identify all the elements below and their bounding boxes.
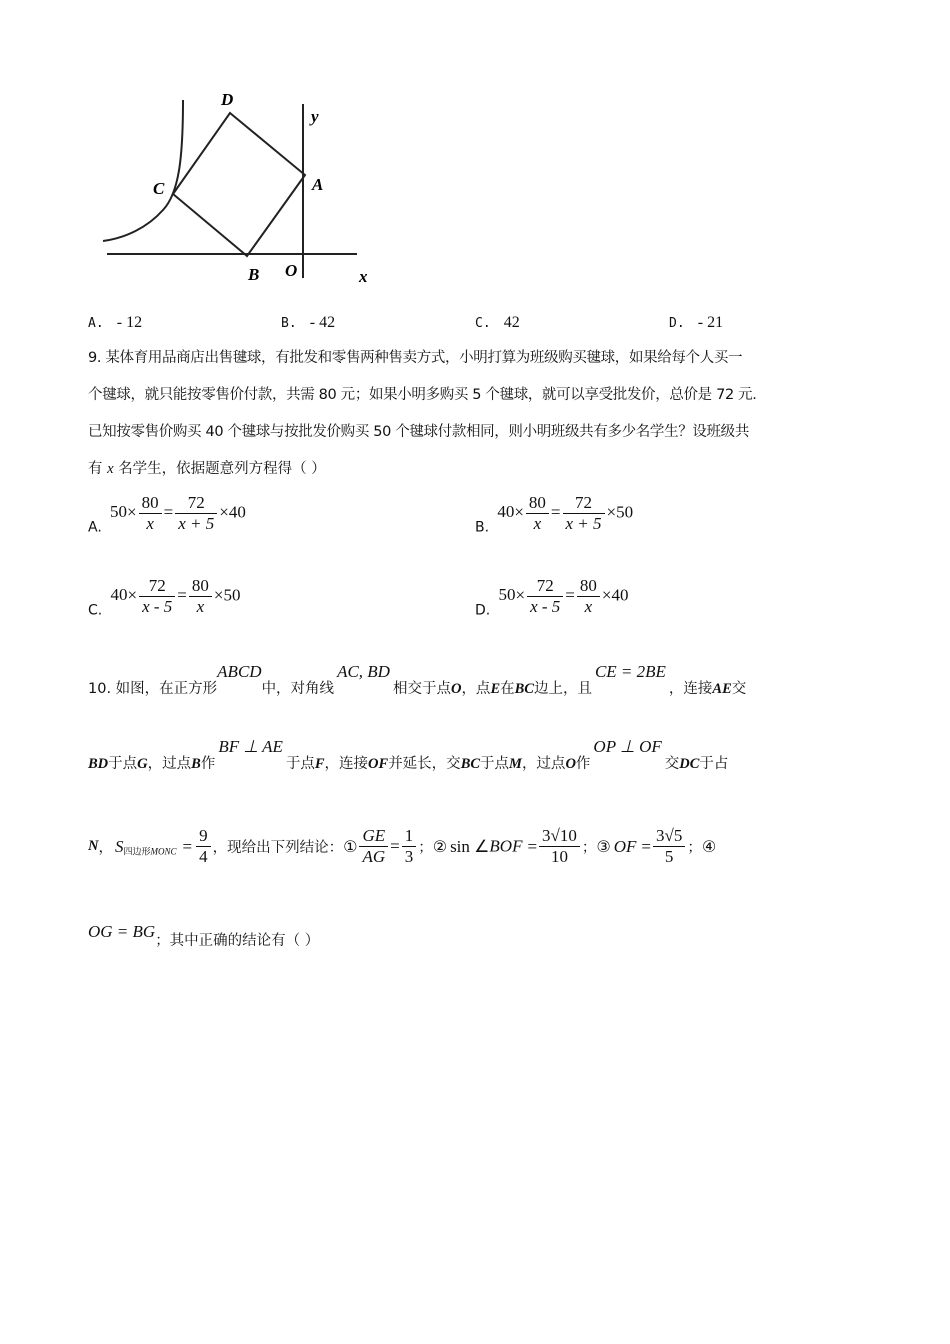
q10-l3-f5n: 3√5 <box>653 826 685 847</box>
q10-l3-c2: ② <box>432 837 448 856</box>
q10-l2-t2: ，过点 <box>147 756 192 772</box>
q9-d-n1: 72 <box>527 576 563 597</box>
q10-l3-sin: sin ∠ <box>450 836 490 856</box>
q9-d-d2: x <box>584 597 593 616</box>
q10-l3-f4d: 10 <box>550 847 568 866</box>
q9-line-2: 个毽球，就只能按零售价付款，共需 80 元；如果小明多购买 5 个毽球，就可以享受批发价，总价是 72 元. <box>88 387 757 403</box>
q9-option-b[interactable]: $_{B.}$ 40× $\frac{80}{x}$ = $\frac{72}{x + 5}$ ×50 <box>475 493 634 536</box>
label-O: O <box>285 261 298 280</box>
q9-line-4-c: 名学生，依据题意列方程得（ ） <box>113 461 326 477</box>
q9-d-c1: 50 <box>498 585 516 605</box>
q10-l2-t10: 交 <box>664 756 680 772</box>
q10-l2-dc: DC <box>679 756 700 772</box>
q10-l1-acbd: AC, BD <box>337 662 390 681</box>
q10-l3-n: N <box>88 838 99 854</box>
q10-l3-comma: ， <box>98 840 113 856</box>
q8-option-c-letter: C. <box>475 316 491 331</box>
square-abcd <box>173 113 305 256</box>
q10-l3-f5d: 5 <box>664 847 674 866</box>
q9-line-1: 9. 某体育用品商店出售毽球，有批发和零售两种售卖方式，小明打算为班级购买毽球，如果给每个人买一 <box>88 350 743 366</box>
geometry-figure <box>95 88 385 293</box>
q10-l3-c3: ③ <box>596 837 611 856</box>
q10-l2-t5: ，连接 <box>324 756 369 772</box>
q8-option-b-letter: B. <box>281 316 297 331</box>
q9-a-d2: x + 5 <box>178 514 215 533</box>
q10-l3-f2d: AG <box>362 847 386 866</box>
q10-l3-sub-zh: 四边形 <box>123 847 151 858</box>
label-B: B <box>248 265 260 284</box>
q9-a-n2: 72 <box>175 493 217 514</box>
q10-l2-op-perp: OP ⊥ OF <box>593 737 662 756</box>
q10-l2-t8: ，过点 <box>521 756 566 772</box>
q10-l3-bof: BOF <box>489 836 523 856</box>
q10-l2-o: O <box>565 756 576 772</box>
q10-l3-c1: ① <box>343 837 358 856</box>
q9-b-d2: x + 5 <box>565 514 602 533</box>
q10-l3-eq: = <box>182 836 193 856</box>
q10-l3-f1d: 4 <box>199 847 208 866</box>
q9-b-n1: 80 <box>526 493 549 514</box>
q9-option-a-letter: A. <box>88 519 102 536</box>
q9-b-n2: 72 <box>563 493 605 514</box>
label-A: A <box>312 175 324 194</box>
q9-option-a[interactable]: $_{A.}$ 50× $\frac{80}{x}$ = $\frac{72}{x + 5}$ ×40 <box>88 493 246 536</box>
q10-l3-sub-monc: MONC <box>150 846 177 857</box>
q10-l2-bf-perp: BF ⊥ AE <box>218 737 283 756</box>
hyperbola-curve <box>103 100 183 241</box>
label-C: C <box>153 179 165 198</box>
q8-option-d[interactable] <box>669 312 723 332</box>
q8-option-c-value: 42 <box>503 314 520 331</box>
q10-l3-f3d: 3 <box>404 847 414 866</box>
q9-option-b-letter: B. <box>475 519 490 536</box>
q10-l3-semi1: ； <box>418 840 433 856</box>
q10-l1-t7: ，连接 <box>668 681 713 697</box>
q9-a-c1: 50 <box>110 502 128 522</box>
q10-l1-bc: BC <box>514 681 534 697</box>
q10-l2-f: F <box>314 756 325 772</box>
q9-line-4-a: 有 <box>88 461 108 477</box>
label-D: D <box>221 90 234 109</box>
q8-option-d-value: - 21 <box>697 314 724 331</box>
q10-l1-t3: 相交于点 <box>392 681 451 697</box>
q9-c-d2: x <box>196 597 205 616</box>
q10-l2-of: OF <box>368 756 389 772</box>
q9-b-c1: 40 <box>497 502 515 522</box>
q9-option-d[interactable]: $_{D.}$ 50× $\frac{72}{x - 5}$ = $\frac{80}{x}$ ×40 <box>475 576 629 619</box>
q10-l3-f4n: 3√10 <box>539 826 580 847</box>
q9-option-d-letter: D. <box>475 602 491 619</box>
q10-l1-t4: ，点 <box>461 681 491 697</box>
q9-d-c2: 40 <box>611 585 629 605</box>
q10-l1-t5: 在 <box>500 681 515 697</box>
q10-l2-g: G <box>137 756 148 772</box>
q10-l2-t9: 作 <box>575 756 591 772</box>
q8-option-a-value: - 12 <box>116 314 143 331</box>
q8-option-a[interactable] <box>88 312 142 332</box>
q10-l1-ae: AE <box>712 681 732 697</box>
q10-l2-t1: 于点 <box>108 756 138 772</box>
q10-l1-abcd: ABCD <box>217 662 262 681</box>
q8-option-b[interactable] <box>281 312 335 332</box>
q9-c-n1: 72 <box>139 576 175 597</box>
q10-line-4 <box>88 922 319 950</box>
q9-a-c2: 40 <box>228 502 246 522</box>
q10-line-2 <box>88 737 728 771</box>
q9-b-c2: 50 <box>616 502 634 522</box>
q10-line-1 <box>88 662 746 696</box>
q10-l3-semi3: ； <box>687 840 702 856</box>
q10-l1-t8: 交 <box>731 681 747 697</box>
q9-line-4 <box>88 459 326 479</box>
q10-line-3: N， $S_{四边形MONC}$ = $\frac{9}{4}$ ，现给出下列结论：① $\frac{GE}{AG}$ = $\frac{1}{3}$ ；② sin ∠BOF = $\frac{3√10}{10}$ ；③ OF = $\frac{3√5}{5}$ ；④ <box>88 826 717 866</box>
q9-d-n2: 80 <box>577 576 600 597</box>
q10-l2-t6: 并延长，交 <box>388 756 461 772</box>
label-x: x <box>359 267 368 286</box>
q10-l3-f2n: GE <box>359 826 388 847</box>
q10-l1-ce-eq: CE = 2BE <box>594 662 666 681</box>
q10-l1-e: E <box>490 681 501 697</box>
q10-l2-bc: BC <box>460 756 481 772</box>
q9-a-n1: 80 <box>139 493 162 514</box>
q10-l2-t4: 于点 <box>285 756 315 772</box>
q10-l1-t2: 中，对角线 <box>261 681 335 697</box>
q9-b-d1: x <box>533 514 542 533</box>
q9-c-d1: x - 5 <box>142 597 173 616</box>
q10-l4-og-bg: OG = BG <box>88 922 156 941</box>
q9-option-c[interactable]: $_{C.}$ 40× $\frac{72}{x - 5}$ = $\frac{80}{x}$ ×50 <box>88 576 241 619</box>
q8-option-d-letter: D. <box>669 316 685 331</box>
q9-c-n2: 80 <box>189 576 212 597</box>
q10-l2-t11: 于占 <box>699 756 729 772</box>
q8-option-c[interactable] <box>475 312 520 332</box>
label-y: y <box>311 107 319 126</box>
q9-a-d1: x <box>146 514 154 533</box>
q10-l1-t6: 边上，且 <box>533 681 592 697</box>
q9-option-c-letter: C. <box>88 602 103 619</box>
q9-d-d1: x - 5 <box>530 597 561 616</box>
q10-l2-b: B <box>191 756 201 772</box>
q9-line-3: 已知按零售价购买 40 个毽球与按批发价购买 50 个毽球付款相同，则小明班级共有多少名学生？设班级共 <box>88 424 749 440</box>
q10-l3-semi2: ； <box>581 840 597 856</box>
q8-option-a-letter: A. <box>88 316 104 331</box>
q10-l3-of: OF <box>613 836 637 856</box>
q9-line-4-x: x <box>107 461 114 477</box>
q9-c-c2: 50 <box>223 585 241 605</box>
q8-option-b-value: - 42 <box>309 314 336 331</box>
q10-l2-bd: BD <box>88 756 109 772</box>
q10-l3-c4: ④ <box>701 837 717 856</box>
q9-c-c1: 40 <box>110 585 128 605</box>
q10-l3-t1: ，现给出下列结论： <box>212 840 344 856</box>
q10-l1-o: O <box>450 681 462 697</box>
q10-l3-f1n: 9 <box>196 826 211 847</box>
q10-l4-t1: ；其中正确的结论有（ ） <box>155 933 320 949</box>
q10-l3-s: S <box>114 836 124 856</box>
q10-l2-t7: 于点 <box>480 756 510 772</box>
q10-l3-f3n: 1 <box>402 826 417 847</box>
q10-l2-t3: 作 <box>200 756 216 772</box>
q10-l1-t1: 10. 如图，在正方形 <box>88 681 218 697</box>
q10-l2-m: M <box>509 756 522 772</box>
